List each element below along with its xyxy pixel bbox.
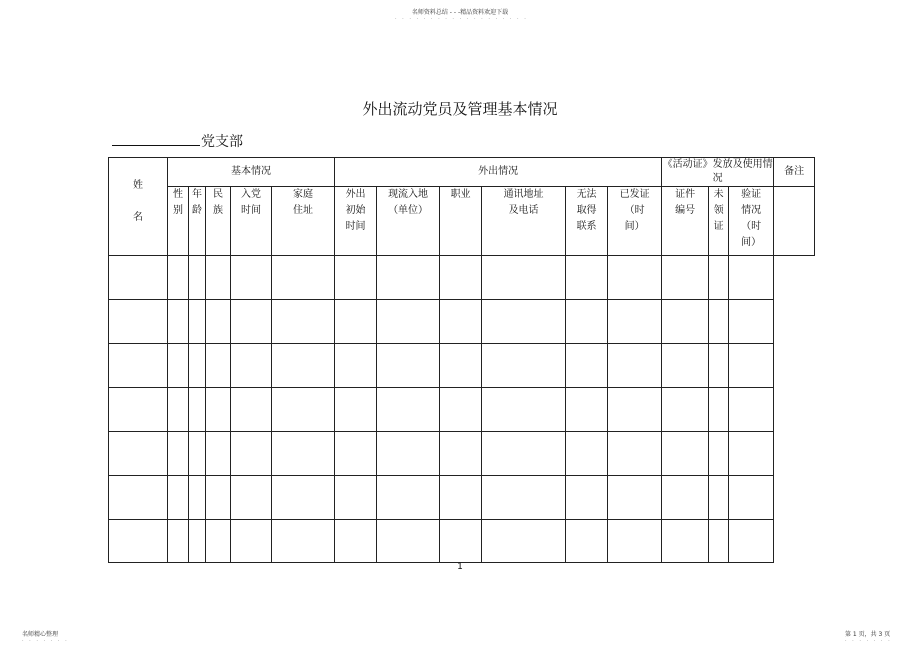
table-cell[interactable] — [272, 344, 335, 388]
table-cell[interactable] — [729, 344, 774, 388]
table-cell[interactable] — [566, 476, 608, 520]
table-cell[interactable] — [377, 388, 440, 432]
footer-right-dots: · · · · · · · — [845, 638, 892, 644]
branch-label: 党支部 — [201, 134, 243, 150]
subheader-occupation: 职业 — [440, 187, 482, 256]
table-cell[interactable] — [335, 476, 377, 520]
subheader-join-date: 入党 时间 — [231, 187, 272, 256]
table-cell[interactable] — [377, 344, 440, 388]
table-cell[interactable] — [168, 300, 189, 344]
table-cell[interactable] — [231, 520, 272, 563]
table-cell[interactable] — [709, 476, 729, 520]
table-cell[interactable] — [189, 432, 206, 476]
table-cell[interactable] — [231, 300, 272, 344]
table-cell[interactable] — [335, 344, 377, 388]
table-row — [109, 388, 815, 432]
table-cell[interactable] — [440, 476, 482, 520]
table-cell[interactable] — [377, 476, 440, 520]
table-cell[interactable] — [272, 520, 335, 563]
table-cell[interactable] — [168, 432, 189, 476]
table-cell[interactable] — [168, 256, 189, 300]
table-cell[interactable] — [189, 388, 206, 432]
footer-right — [845, 629, 892, 644]
table-cell[interactable] — [662, 520, 709, 563]
header-outing-info: 外出情况 — [335, 158, 662, 187]
table-cell[interactable] — [440, 344, 482, 388]
table-cell[interactable] — [566, 344, 608, 388]
table-cell[interactable] — [377, 520, 440, 563]
subheader-age: 年 龄 — [189, 187, 206, 256]
subheader-unreachable: 无法 取得 联系 — [566, 187, 608, 256]
table-cell[interactable] — [335, 300, 377, 344]
table-cell[interactable] — [662, 256, 709, 300]
table-cell[interactable] — [662, 432, 709, 476]
table-cell[interactable] — [662, 300, 709, 344]
table-cell[interactable] — [168, 388, 189, 432]
table-cell[interactable] — [272, 256, 335, 300]
table-cell[interactable] — [566, 432, 608, 476]
header-basic-info: 基本情况 — [168, 158, 335, 187]
table-cell[interactable] — [566, 388, 608, 432]
subheader-contact: 通讯地址 及电话 — [482, 187, 566, 256]
table-cell[interactable] — [272, 388, 335, 432]
table-cell[interactable] — [608, 432, 662, 476]
table-cell[interactable] — [109, 256, 168, 300]
table-cell[interactable] — [608, 344, 662, 388]
table-cell[interactable] — [709, 432, 729, 476]
table-cell[interactable] — [272, 300, 335, 344]
table-cell[interactable] — [482, 388, 566, 432]
table-cell[interactable] — [482, 476, 566, 520]
table-cell[interactable] — [709, 300, 729, 344]
table-row — [109, 256, 815, 300]
table-cell[interactable] — [482, 520, 566, 563]
table-cell[interactable] — [662, 476, 709, 520]
table-cell[interactable] — [482, 300, 566, 344]
header-name-char-2: 名 — [133, 212, 143, 223]
branch-blank[interactable] — [112, 131, 200, 146]
table-cell[interactable] — [272, 432, 335, 476]
table-cell[interactable] — [377, 256, 440, 300]
table-cell[interactable] — [608, 256, 662, 300]
table-cell[interactable] — [440, 520, 482, 563]
table-cell[interactable] — [377, 432, 440, 476]
table-cell[interactable] — [709, 388, 729, 432]
subheader-verification: 验证 情况 （时 间） — [729, 187, 774, 256]
table-cell[interactable] — [231, 344, 272, 388]
table-cell[interactable] — [206, 520, 231, 563]
table-cell[interactable] — [566, 520, 608, 563]
table-cell[interactable] — [335, 388, 377, 432]
table-cell[interactable] — [709, 256, 729, 300]
table-row — [109, 344, 815, 388]
table-cell[interactable] — [729, 300, 774, 344]
table-cell[interactable] — [440, 256, 482, 300]
table-cell[interactable] — [440, 388, 482, 432]
table-cell[interactable] — [231, 476, 272, 520]
table-cell[interactable] — [168, 520, 189, 563]
table-cell[interactable] — [608, 476, 662, 520]
table-cell[interactable] — [440, 300, 482, 344]
table-cell[interactable] — [608, 520, 662, 563]
page-number: 1 — [457, 562, 463, 572]
table-cell[interactable] — [189, 300, 206, 344]
footer-right-text: 第 1 页，共 3 页 — [845, 631, 891, 638]
table-cell[interactable] — [109, 476, 168, 520]
header-certificate-info: 《活动证》发放及使用情况 — [662, 158, 774, 187]
subheader-not-collected: 未 领 证 — [709, 187, 729, 256]
table-cell[interactable] — [729, 520, 774, 563]
table-cell[interactable] — [206, 476, 231, 520]
table-row — [109, 432, 815, 476]
table-cell[interactable] — [335, 256, 377, 300]
table-cell[interactable] — [206, 432, 231, 476]
table-cell[interactable] — [482, 432, 566, 476]
branch-line — [112, 131, 243, 151]
table-cell[interactable] — [206, 256, 231, 300]
table-cell[interactable] — [608, 300, 662, 344]
header-name-char-1: 姓 — [133, 180, 143, 191]
table-cell[interactable] — [729, 476, 774, 520]
table-cell[interactable] — [168, 476, 189, 520]
header-dots: · · · · · · · · · · · · · · · · · · · — [395, 16, 528, 22]
table-cell[interactable] — [729, 256, 774, 300]
subheader-gender: 性 别 — [168, 187, 189, 256]
footer-left-dots: · · · · · · · — [22, 638, 69, 644]
table-cell[interactable] — [189, 520, 206, 563]
footer-left — [22, 629, 69, 644]
table-cell[interactable] — [168, 344, 189, 388]
party-members-table — [108, 157, 815, 563]
subheader-remarks — [774, 187, 815, 256]
table-cell[interactable] — [335, 432, 377, 476]
table-cell[interactable] — [709, 344, 729, 388]
table-cell[interactable] — [377, 300, 440, 344]
table-cell[interactable] — [482, 344, 566, 388]
table-cell[interactable] — [729, 432, 774, 476]
table-cell[interactable] — [231, 256, 272, 300]
table-cell[interactable] — [272, 476, 335, 520]
table-cell[interactable] — [109, 432, 168, 476]
table-cell[interactable] — [335, 520, 377, 563]
table-cell[interactable] — [662, 388, 709, 432]
table-row — [109, 520, 815, 563]
table-cell[interactable] — [231, 388, 272, 432]
table-cell[interactable] — [608, 388, 662, 432]
subheader-issued: 已发证 （时 间） — [608, 187, 662, 256]
table-cell[interactable] — [109, 344, 168, 388]
table-cell[interactable] — [709, 520, 729, 563]
header-watermark: 名师资料总结 - - -精品资料欢迎下载 — [411, 9, 509, 16]
table-cell[interactable] — [662, 344, 709, 388]
table-row — [109, 476, 815, 520]
footer-left-text: 名师精心整理 — [22, 631, 59, 638]
table-cell[interactable] — [206, 300, 231, 344]
table-row — [109, 300, 815, 344]
header-name — [109, 158, 168, 256]
subheader-ethnicity: 民 族 — [206, 187, 231, 256]
table-cell[interactable] — [109, 300, 168, 344]
table-cell[interactable] — [109, 520, 168, 563]
table-cell[interactable] — [189, 476, 206, 520]
table-cell[interactable] — [206, 388, 231, 432]
subheader-home-address: 家庭 住址 — [272, 187, 335, 256]
table-cell[interactable] — [566, 300, 608, 344]
table-cell[interactable] — [189, 256, 206, 300]
table-cell[interactable] — [482, 256, 566, 300]
page-title: 外出流动党员及管理基本情况 — [362, 100, 558, 118]
table-cell[interactable] — [231, 432, 272, 476]
subheader-cert-number: 证件 编号 — [662, 187, 709, 256]
header-remarks: 备注 — [774, 158, 815, 187]
table-cell[interactable] — [729, 388, 774, 432]
table-cell[interactable] — [109, 388, 168, 432]
subheader-current-location: 现流入地 （单位） — [377, 187, 440, 256]
table-cell[interactable] — [566, 256, 608, 300]
table-cell[interactable] — [206, 344, 231, 388]
subheader-departure-time: 外出 初始 时间 — [335, 187, 377, 256]
table-cell[interactable] — [189, 344, 206, 388]
table-cell[interactable] — [440, 432, 482, 476]
